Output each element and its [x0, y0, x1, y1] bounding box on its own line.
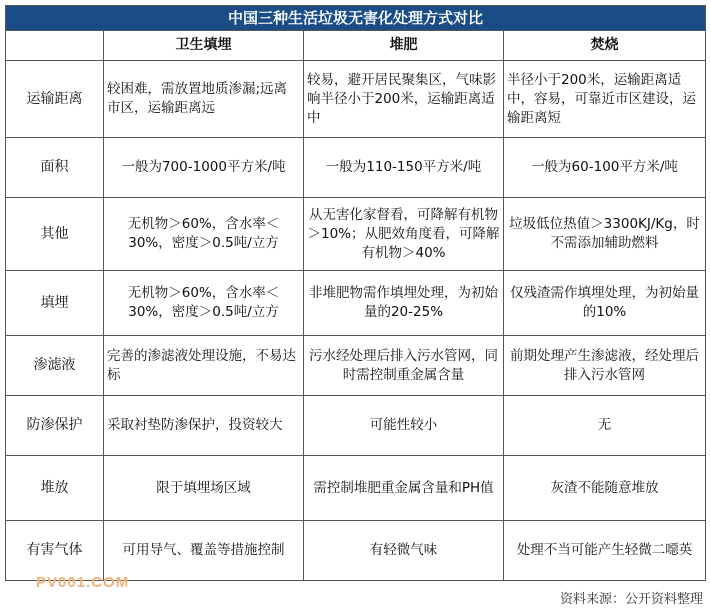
cell-incineration: 灰渣不能随意堆放 — [504, 456, 706, 521]
cell-landfill: 无机物＞60%，含水率＜30%，密度＞0.5吨/立方 — [104, 198, 304, 271]
row-label: 堆放 — [6, 456, 104, 521]
comparison-table-container — [5, 5, 705, 581]
table-row — [6, 336, 706, 396]
row-label: 面积 — [6, 138, 104, 198]
cell-landfill: 较困难，需放置地质渗漏;远离市区，运输距离远 — [104, 61, 304, 138]
table-title: 中国三种生活垃圾无害化处理方式对比 — [6, 6, 706, 31]
cell-compost: 可能性较小 — [304, 396, 504, 456]
cell-landfill: 采取衬垫防渗保护，投资较大 — [104, 396, 304, 456]
header-row — [6, 31, 706, 61]
table-row — [6, 521, 706, 581]
cell-incineration: 前期处理产生渗滤液，经处理后排入污水管网 — [504, 336, 706, 396]
row-label: 有害气体 — [6, 521, 104, 581]
cell-compost: 一般为110-150平方米/吨 — [304, 138, 504, 198]
cell-landfill: 一般为700-1000平方米/吨 — [104, 138, 304, 198]
table-row — [6, 198, 706, 271]
cell-landfill: 无机物＞60%，含水率＜30%，密度＞0.5吨/立方 — [104, 271, 304, 336]
cell-compost: 有轻微气味 — [304, 521, 504, 581]
header-incineration: 焚烧 — [504, 31, 706, 61]
cell-landfill: 可用导气、覆盖等措施控制 — [104, 521, 304, 581]
cell-compost: 非堆肥物需作填埋处理，为初始量的20-25% — [304, 271, 504, 336]
cell-incineration: 仅残渣需作填埋处理，为初始量的10% — [504, 271, 706, 336]
table-row — [6, 456, 706, 521]
cell-incineration: 无 — [504, 396, 706, 456]
cell-incineration: 垃圾低位热值＞3300KJ/Kg，时不需添加辅助燃料 — [504, 198, 706, 271]
row-label: 防渗保护 — [6, 396, 104, 456]
cell-incineration: 一般为60-100平方米/吨 — [504, 138, 706, 198]
table-row — [6, 138, 706, 198]
row-label: 运输距离 — [6, 61, 104, 138]
cell-incineration: 处理不当可能产生轻微二噁英 — [504, 521, 706, 581]
table-row — [6, 61, 706, 138]
row-label: 渗滤液 — [6, 336, 104, 396]
cell-compost: 污水经处理后排入污水管网，同时需控制重金属含量 — [304, 336, 504, 396]
cell-compost: 需控制堆肥重金属含量和PH值 — [304, 456, 504, 521]
title-row — [6, 6, 706, 31]
cell-compost: 从无害化家督看，可降解有机物＞10%；从肥效角度看，可降解有机物＞40% — [304, 198, 504, 271]
row-label: 填埋 — [6, 271, 104, 336]
table-row — [6, 396, 706, 456]
table-row — [6, 271, 706, 336]
source-note: 资料来源：公开资料整理 — [559, 592, 703, 607]
cell-landfill: 限于填埋场区域 — [104, 456, 304, 521]
row-label: 其他 — [6, 198, 104, 271]
header-empty — [6, 31, 104, 61]
cell-compost: 较易，避开居民聚集区，气味影响半径小于200米，运输距离适中 — [304, 61, 504, 138]
watermark-text: PV001.COM — [36, 574, 130, 591]
cell-landfill: 完善的渗滤液处理设施，不易达标 — [104, 336, 304, 396]
header-landfill: 卫生填埋 — [104, 31, 304, 61]
cell-incineration: 半径小于200米，运输距离适中，容易，可靠近市区建设，运输距离短 — [504, 61, 706, 138]
comparison-table — [5, 5, 706, 581]
header-compost: 堆肥 — [304, 31, 504, 61]
